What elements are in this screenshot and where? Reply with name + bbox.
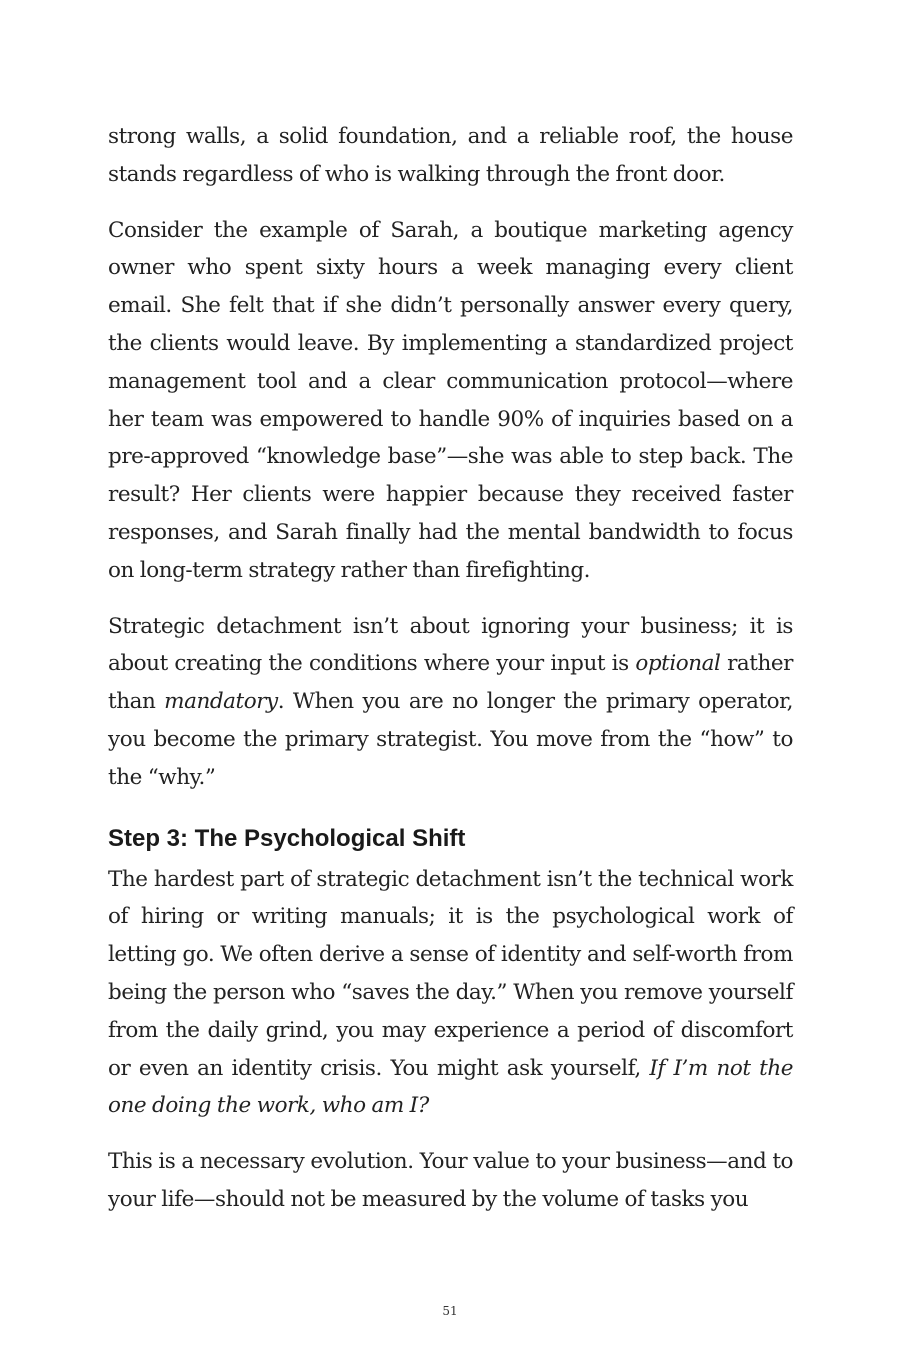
paragraph-text: The hardest part of strategic detachment isn’t the technical work of hiring or writing manuals; it is the psychological work of letting go. We often derive a sense of identity and self-worth from being the person who “saves the day.” When you remove yourself from the daily grind, you may experience a period of discomfort or even an identity crisis. You might ask yourself,: [108, 866, 793, 1081]
paragraph-psychological-work: [108, 861, 793, 1126]
paragraph-text: . When you are no longer the primary operator, you become the primary strategist. You move from the “how” to the “why.”: [108, 689, 793, 790]
paragraph-sarah-example: Consider the example of Sarah, a boutique marketing agency owner who spent sixty hours a week managing every client email. She felt that if she didn’t personally answer every query, the clients would leave. By implementing a standardized project management tool and a clear communication protocol—where her team was empowered to handle 90% of inquiries based on a pre-approved “knowledge base”—she was able to step back. The result? Her clients were happier because they received faster responses, and Sarah finally had the mental bandwidth to focus on long-term strategy rather than firefighting.: [108, 217, 793, 583]
emphasis-optional: optional: [635, 651, 721, 677]
page-number: 51: [442, 1304, 458, 1318]
paragraph-text: Strategic detachment isn’t about ignoring your business; it is about creating the conditions where your input is: [108, 613, 793, 677]
paragraph-necessary-evolution: This is a necessary evolution. Your value to your business—and to your life—should not be measured by the volume of tasks you: [108, 1149, 793, 1212]
emphasis-mandatory: mandatory: [164, 689, 278, 715]
paragraph-house-walls: strong walls, a solid foundation, and a reliable roof, the house stands regardless of who is walking through the front door.: [108, 124, 793, 187]
paragraph-strategic-detachment: [108, 608, 793, 797]
section-heading-step-3: Step 3: The Psychological Shift: [108, 824, 466, 852]
paragraph-text: rather than: [108, 651, 793, 715]
emphasis-identity-question: If I’m not the one doing the work, who am I?: [108, 1055, 793, 1119]
page-body: [108, 118, 793, 1237]
